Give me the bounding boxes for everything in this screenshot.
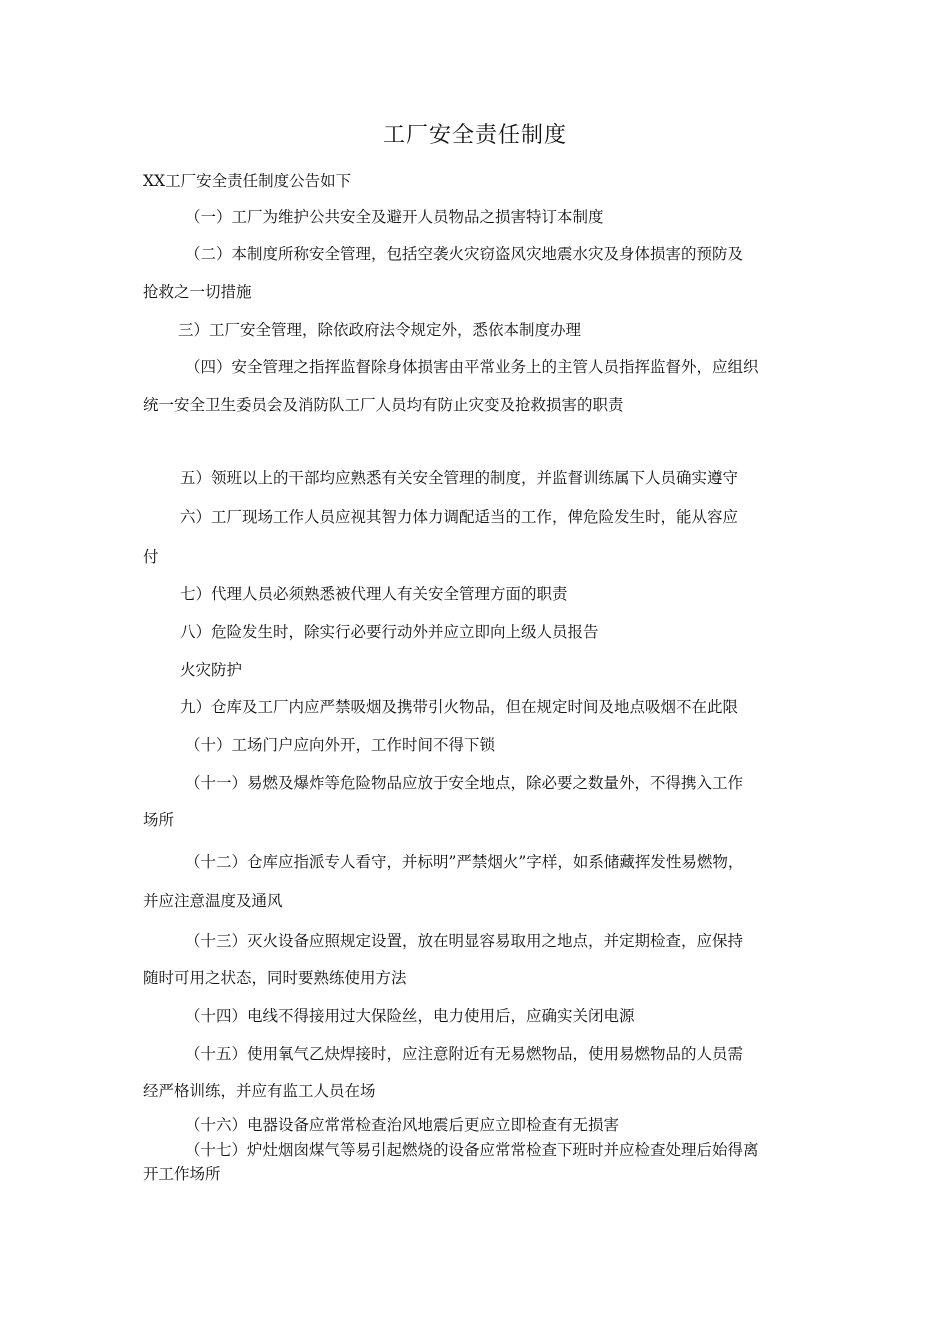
paragraph-line: （十五）使用氧气乙炔焊接时，应注意附近有无易燃物品，使用易燃物品的人员需 bbox=[185, 1045, 744, 1063]
paragraph-line: 六）工厂现场工作人员应视其智力体力调配适当的工作，俾危险发生时，能从容应 bbox=[180, 508, 739, 526]
paragraph-line: （十七）炉灶烟囱煤气等易引起燃烧的设备应常常检查下班时并应检查处理后始得离 bbox=[185, 1141, 759, 1159]
paragraph-line: （十四）电线不得接用过大保险丝，电力使用后，应确实关闭电源 bbox=[185, 1007, 635, 1025]
paragraph-line: 八）危险发生时，除实行必要行动外并应立即向上级人员报告 bbox=[180, 623, 599, 641]
paragraph-line: （十一）易燃及爆炸等危险物品应放于安全地点，除必要之数量外，不得携入工作 bbox=[185, 774, 744, 792]
paragraph-line: （十）工场门户应向外开，工作时间不得下锁 bbox=[185, 736, 496, 754]
paragraph-line: （十六）电器设备应常常检查治风地震后更应立即检查有无损害 bbox=[185, 1116, 620, 1134]
paragraph-line: 抢救之一切措施 bbox=[143, 283, 252, 301]
paragraph-line: （二）本制度所称安全管理，包括空袭火灾窃盗风灾地震水灾及身体损害的预防及 bbox=[185, 245, 744, 263]
paragraph-line: （四）安全管理之指挥监督除身体损害由平常业务上的主管人员指挥监督外，应组织 bbox=[185, 358, 759, 376]
paragraph-line: （十三）灭火设备应照规定设置，放在明显容易取用之地点，并定期检查，应保持 bbox=[185, 932, 744, 950]
paragraph-line: 七）代理人员必须熟悉被代理人有关安全管理方面的职责 bbox=[180, 585, 568, 603]
paragraph-line: 九）仓库及工厂内应严禁吸烟及携带引火物品，但在规定时间及地点吸烟不在此限 bbox=[180, 698, 739, 716]
paragraph-line: （一）工厂为维护公共安全及避开人员物品之损害特订本制度 bbox=[185, 208, 604, 226]
paragraph-line: 三）工厂安全管理，除依政府法令规定外，悉依本制度办理 bbox=[178, 321, 582, 339]
paragraph-line: 场所 bbox=[143, 811, 175, 829]
document-intro: XX工厂安全责任制度公告如下 bbox=[143, 172, 352, 190]
paragraph-line: 经严格训练，并应有监工人员在场 bbox=[143, 1082, 376, 1100]
document-title: 工厂安全责任制度 bbox=[382, 123, 567, 148]
paragraph-line: 五）领班以上的干部均应熟悉有关安全管理的制度，并监督训练属下人员确实遵守 bbox=[180, 469, 739, 487]
paragraph-line: 并应注意温度及通风 bbox=[143, 892, 283, 910]
paragraph-line: 开工作场所 bbox=[143, 1165, 221, 1183]
paragraph-line: 统一安全卫生委员会及消防队工厂人员均有防止灾变及抢救损害的职责 bbox=[143, 396, 624, 414]
paragraph-line: 付 bbox=[143, 548, 159, 566]
section-heading: 火灾防护 bbox=[180, 661, 243, 679]
paragraph-line: （十二）仓库应指派专人看守，并标明”严禁烟火”字样，如系储藏挥发性易燃物， bbox=[185, 853, 744, 871]
paragraph-line: 随时可用之状态，同时要熟练使用方法 bbox=[143, 969, 407, 987]
